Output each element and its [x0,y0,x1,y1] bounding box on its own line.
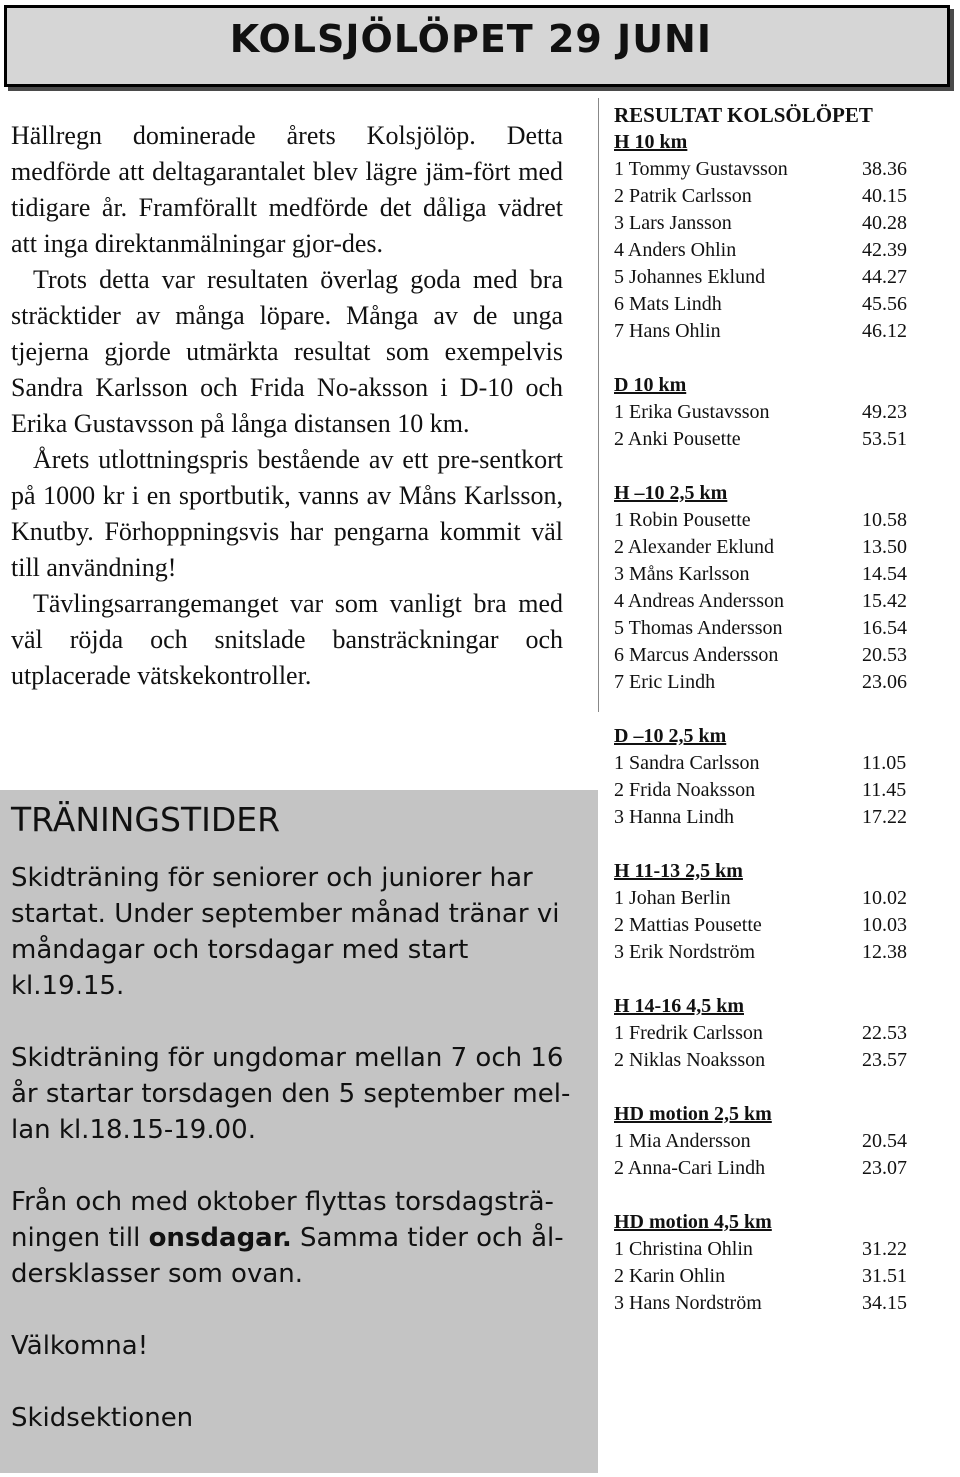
result-name: 5 Thomas Andersson [614,617,783,639]
result-time: 42.39 [862,239,907,261]
result-name: 3 Erik Nordström [614,941,756,963]
result-name: 7 Hans Ohlin [614,320,721,342]
class-heading: D 10 km [614,374,687,396]
welcome-text: Välkomna! [11,1331,149,1361]
result-row [614,426,934,453]
result-time: 31.51 [862,1265,907,1287]
training-text: Från och med oktober flyttas torsdagsträ-ningen till [11,1187,554,1253]
result-name: 1 Robin Pousette [614,509,751,531]
result-name: 6 Mats Lindh [614,293,722,315]
result-row [614,237,934,264]
result-name: 2 Anna-Cari Lindh [614,1157,766,1179]
class-heading: HD motion 2,5 km [614,1103,772,1125]
training-emphasis: onsdagar. [148,1223,292,1253]
result-name: 2 Karin Ohlin [614,1265,726,1287]
result-time: 14.54 [862,563,907,585]
result-name: 1 Johan Berlin [614,887,731,909]
result-time: 40.28 [862,212,907,234]
result-time: 12.38 [862,941,907,963]
result-time: 11.45 [862,779,907,801]
column-divider [598,98,599,712]
result-row [614,1128,934,1155]
results-spacer [614,1182,934,1209]
result-time: 10.02 [862,887,907,909]
result-time: 34.15 [862,1292,907,1314]
result-row [614,1236,934,1263]
signature-text: Skidsektionen [11,1403,194,1433]
result-time: 46.12 [862,320,907,342]
result-time: 31.22 [862,1238,907,1260]
training-paragraph-2: Skidträning för ungdomar mellan 7 och 16 år startar torsdagen den 5 september mel-lan kl.18.15-19.00. [11,1043,571,1145]
result-row [614,507,934,534]
result-row [614,885,934,912]
results-spacer [614,345,934,372]
result-row [614,1290,934,1317]
result-row [614,264,934,291]
class-heading: D –10 2,5 km [614,725,727,747]
class-heading: HD motion 4,5 km [614,1211,772,1233]
class-heading: H 11-13 2,5 km [614,860,743,882]
result-time: 23.07 [862,1157,907,1179]
results-spacer [614,831,934,858]
result-time: 22.53 [862,1022,907,1044]
result-row [614,912,934,939]
page-title: KOLSJÖLÖPET 29 JUNI [229,17,712,61]
result-row [614,1263,934,1290]
training-text: Samma tider och ål-dersklasser som ovan. [11,1223,564,1289]
article-paragraph-3: Årets utlottningspris bestående av ett pre-sentkort på 1000 kr i en sportbutik, vanns av Måns Karlsson, Knutby. Förhoppningsvis har pengarna kommit väl till användning! [11,445,563,582]
results-title: RESULTAT KOLSÖLÖPET [614,103,873,127]
result-row [614,210,934,237]
results-spacer [614,966,934,993]
result-row [614,939,934,966]
result-time: 40.15 [862,185,907,207]
class-heading: H 10 km [614,131,688,153]
result-row [614,561,934,588]
result-time: 23.06 [862,671,907,693]
result-time: 13.50 [862,536,907,558]
result-name: 4 Andreas Andersson [614,590,784,612]
result-time: 38.36 [862,158,907,180]
training-paragraph-1: Skidträning för seniorer och juniorer har startat. Under september månad tränar vi måndagar och torsdagar med start kl.19.15. [11,863,560,1001]
training-heading: TRÄNINGSTIDER [11,800,281,839]
result-name: 2 Alexander Eklund [614,536,774,558]
result-name: 2 Mattias Pousette [614,914,762,936]
result-row [614,1155,934,1182]
result-row [614,534,934,561]
result-name: 1 Sandra Carlsson [614,752,760,774]
result-name: 6 Marcus Andersson [614,644,779,666]
result-time: 10.58 [862,509,907,531]
result-name: 5 Johannes Eklund [614,266,766,288]
result-time: 23.57 [862,1049,907,1071]
result-name: 1 Tommy Gustavsson [614,158,788,180]
result-name: 7 Eric Lindh [614,671,716,693]
training-box [0,790,598,1473]
result-name: 2 Anki Pousette [614,428,741,450]
result-time: 53.51 [862,428,907,450]
results-spacer [614,453,934,480]
result-time: 49.23 [862,401,907,423]
result-row [614,318,934,345]
result-row [614,399,934,426]
result-name: 1 Mia Andersson [614,1130,751,1152]
result-time: 44.27 [862,266,907,288]
results-spacer [614,1074,934,1101]
result-name: 1 Fredrik Carlsson [614,1022,763,1044]
result-row [614,183,934,210]
result-row [614,1020,934,1047]
article [11,118,563,694]
result-time: 16.54 [862,617,907,639]
result-name: 2 Frida Noaksson [614,779,756,801]
result-name: 2 Niklas Noaksson [614,1049,766,1071]
result-row [614,750,934,777]
result-time: 10.03 [862,914,907,936]
article-paragraph-4: Tävlingsarrangemanget var som vanligt bra med väl röjda och snitslade bansträckningar och utplacerade vätskekontroller. [11,589,563,690]
result-row [614,588,934,615]
result-name: 4 Anders Ohlin [614,239,737,261]
results-spacer [614,696,934,723]
class-heading: H 14-16 4,5 km [614,995,744,1017]
result-time: 20.54 [862,1130,907,1152]
results-body [614,129,934,1317]
result-name: 3 Måns Karlsson [614,563,750,585]
title-banner [4,5,950,87]
result-row [614,1047,934,1074]
result-time: 15.42 [862,590,907,612]
result-time: 45.56 [862,293,907,315]
result-name: 1 Christina Ohlin [614,1238,753,1260]
result-name: 2 Patrik Carlsson [614,185,752,207]
result-row [614,642,934,669]
result-time: 17.22 [862,806,907,828]
result-name: 3 Hans Nordström [614,1292,762,1314]
result-row [614,804,934,831]
result-name: 1 Erika Gustavsson [614,401,770,423]
result-row [614,669,934,696]
result-name: 3 Lars Jansson [614,212,732,234]
article-paragraph-1: Hällregn dominerade årets Kolsjölöp. Detta medförde att deltagarantalet blev lägre jäm-fört med tidigare år. Framförallt medförde det dåliga vädret att inga direktanmälningar gjor-des. [11,121,563,258]
results-list [614,102,934,1317]
result-time: 20.53 [862,644,907,666]
result-row [614,615,934,642]
result-row [614,777,934,804]
result-name: 3 Hanna Lindh [614,806,734,828]
training-paragraph-3 [11,1184,587,1292]
result-row [614,291,934,318]
article-paragraph-2: Trots detta var resultaten överlag goda med bra sträcktider av många löpare. Många av de unga tjejerna gjorde utmärkta resultat som exempelvis Sandra Karlsson och Frida No-aksson i D-10 och Erika Gustavsson på långa distansen 10 km. [11,265,563,438]
result-row [614,156,934,183]
class-heading: H –10 2,5 km [614,482,728,504]
result-time: 11.05 [862,752,907,774]
